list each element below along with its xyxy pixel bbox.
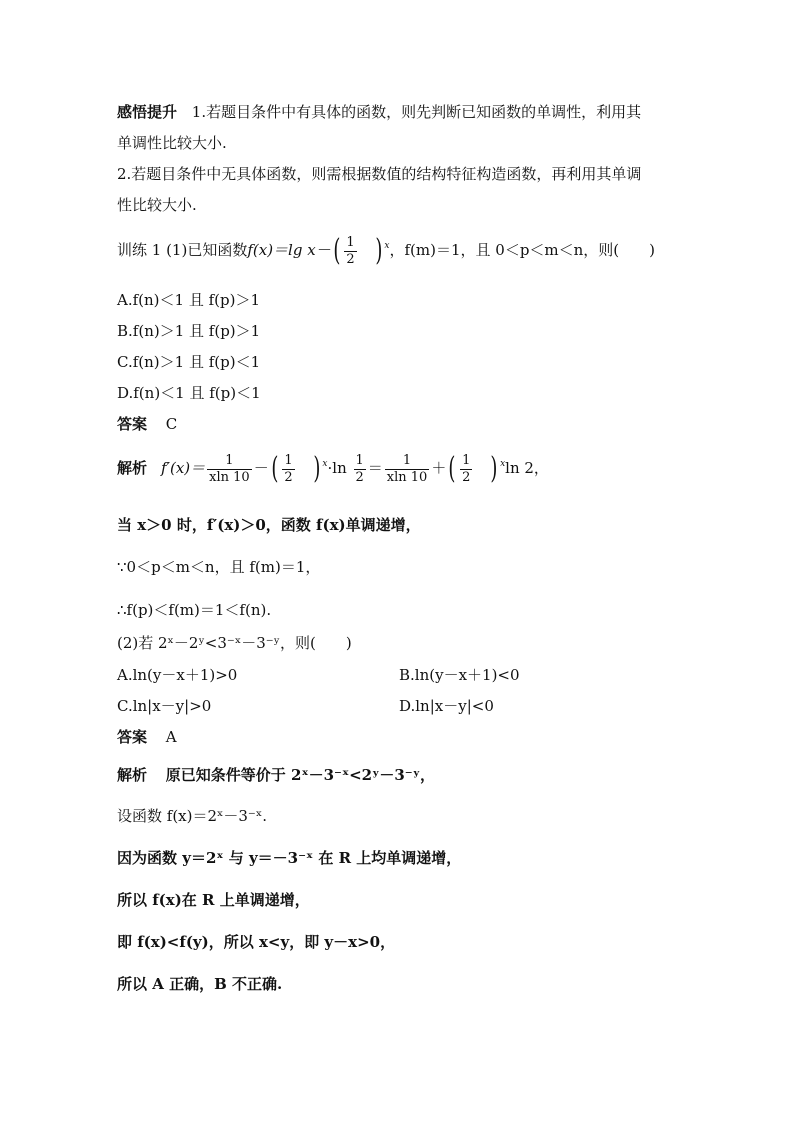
q2-option-d: D.ln|x－y|<0 xyxy=(399,697,494,715)
q1-prefix: (1)已知函数 xyxy=(161,241,248,259)
answer-value-2: A xyxy=(165,728,177,746)
analysis-2-line-3: 因为函数 y＝2ˣ 与 y＝－3⁻ˣ 在 R 上均单调递增， xyxy=(117,849,462,867)
option-b: B.f(n)＞1 且 f(p)＞1 xyxy=(117,322,261,340)
analysis-1-line-4: ∴f(p)＜f(m)＝1＜f(n). xyxy=(117,601,272,619)
q1-paren-left: ( xyxy=(333,233,341,268)
analysis-2-line-1 xyxy=(117,765,435,785)
a1-fraction-3: $\frac{1}{2}$ xyxy=(355,452,364,485)
q1-paren-right: ) xyxy=(375,233,383,268)
analysis-2-line-2: 设函数 f(x)＝2ˣ－3⁻ˣ. xyxy=(117,807,267,825)
analysis-label-2: 解析 xyxy=(117,766,148,784)
analysis-1-line-2: 当 x＞0 时，f′(x)＞0，函数 f(x)单调递增， xyxy=(117,516,421,534)
answer-1 xyxy=(117,414,177,434)
answer-2 xyxy=(117,727,177,747)
summary-heading: 感悟提升 xyxy=(117,103,178,121)
option-a: A.f(n)＜1 且 f(p)＞1 xyxy=(117,291,260,309)
a1-fraction-4: $\frac{1}{xln 10}$ xyxy=(386,452,428,485)
q2-option-a: A.ln(y－x＋1)>0 xyxy=(117,666,238,684)
q1-exponent: x xyxy=(384,241,390,251)
exercise-question-2: (2)若 2ˣ－2ʸ<3⁻ˣ－3⁻ʸ，则( ) xyxy=(117,634,352,652)
answer-value-1: C xyxy=(165,415,178,433)
exercise-question-1 xyxy=(117,232,655,268)
analysis-2-line-6: 所以 A 正确，B 不正确. xyxy=(117,975,283,993)
summary-point-2b: 性比较大小. xyxy=(117,196,197,214)
q1-fraction: $\frac{1}{2}$ xyxy=(346,234,355,267)
answer-label-2: 答案 xyxy=(117,728,148,746)
answer-label: 答案 xyxy=(117,415,148,433)
a1-fraction-1: $\frac{1}{xln 10}$ xyxy=(209,452,250,485)
a1-fraction-2: $\frac{1}{2}$ xyxy=(284,452,293,485)
option-c: C.f(n)＞1 且 f(p)＜1 xyxy=(117,353,261,371)
exercise-label: 训练 1 xyxy=(117,241,162,259)
a1-fraction-5: $\frac{1}{2}$ xyxy=(462,452,471,485)
q1-tail: ，f(m)＝1，且 0＜p＜m＜n，则( ) xyxy=(389,241,656,259)
analysis-1-formula: 解析 f′(x)＝ $\frac{1}{xln 10}$ －( $\frac{1}{2}$ ) $^x$·ln $\frac{1}{2}$ ＝ $\frac{1}{xln 10}$ ＋( $\frac{1}{2}$ ) $^x$ln 2， xyxy=(117,451,549,486)
analysis-1-line-3: ∵0＜p＜m＜n，且 f(m)＝1， xyxy=(117,558,321,576)
summary-point-2a: 2.若题目条件中无具体函数，则需根据数值的结构特征构造函数，再利用其单调 xyxy=(117,165,642,183)
summary-point-1b: 单调性比较大小. xyxy=(117,134,227,152)
analysis-2-line-5: 即 f(x)<f(y)，所以 x<y，即 y－x>0， xyxy=(117,933,396,951)
summary-line-1 xyxy=(117,102,641,122)
analysis-2-text-1: 原已知条件等价于 2ˣ－3⁻ˣ<2ʸ－3⁻ʸ， xyxy=(165,766,435,784)
q1-function: f(x)＝lg x－ xyxy=(247,241,331,259)
summary-point-1a: 1.若题目条件中有具体的函数，则先判断已知函数的单调性，利用其 xyxy=(191,103,642,121)
q2-option-b: B.ln(y－x＋1)<0 xyxy=(399,666,520,684)
option-d: D.f(n)＜1 且 f(p)＜1 xyxy=(117,384,261,402)
q2-option-c: C.ln|x－y|>0 xyxy=(117,697,212,715)
analysis-2-line-4: 所以 f(x)在 R 上单调递增， xyxy=(117,891,310,909)
analysis-label: 解析 xyxy=(117,459,148,477)
